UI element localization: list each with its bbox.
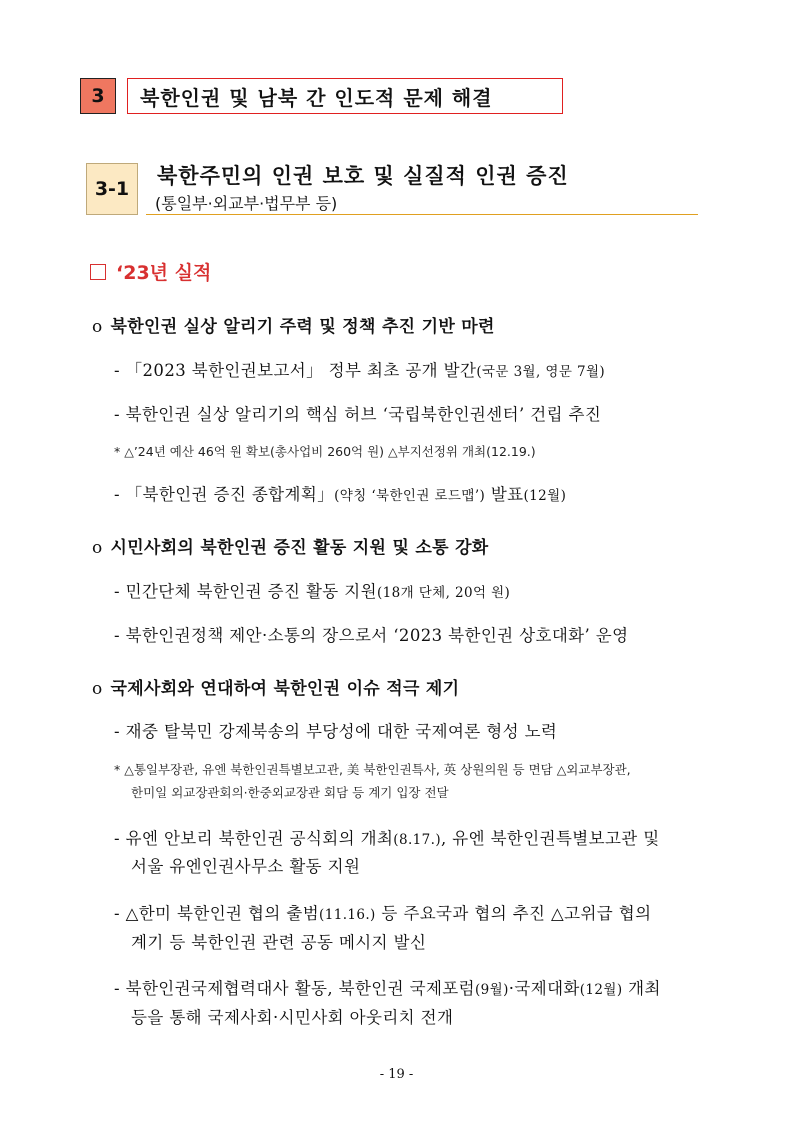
list-note-continued: 한미일 외교장관회의·한중외교장관 회담 등 계기 입장 전달 (131, 785, 449, 800)
list-note: * △통일부장관, 유엔 북한인권특별보고관, 美 북한인권특사, 英 상원의원 등 면담 △외교부장관, (114, 762, 631, 777)
list-item-continued: 서울 유엔인권사무소 활동 지원 (131, 857, 361, 876)
subsection-number: 3-1 (86, 163, 138, 215)
section-title: 북한인권 및 남북 간 인도적 문제 해결 (127, 78, 563, 114)
list-item-continued: 등을 통해 국제사회·시민사회 아웃리치 전개 (131, 1008, 454, 1027)
group-heading: o 시민사회의 북한인권 증진 활동 지원 및 소통 강화 (92, 538, 489, 558)
checkbox-square-icon (90, 264, 106, 280)
group-heading: o 국제사회와 연대하여 북한인권 이슈 적극 제기 (92, 679, 460, 699)
list-item: - 북한인권 실상 알리기의 핵심 허브 ‘국립북한인권센터’ 건립 추진 (114, 405, 602, 424)
subsection-title: 북한주민의 인권 보호 및 실질적 인권 증진 (157, 164, 569, 188)
performance-heading: ‘23년 실적 (90, 258, 211, 285)
list-item: - 「북한인권 증진 종합계획」(약칭 ‘북한인권 로드맵’) 발표(12월) (114, 485, 567, 504)
list-item: - 민간단체 북한인권 증진 활동 지원(18개 단체, 20억 원) (114, 582, 511, 601)
list-item-continued: 계기 등 북한인권 관련 공동 메시지 발신 (131, 933, 427, 952)
page-number: - 19 - (379, 1067, 414, 1082)
list-item: - 「2023 북한인권보고서」 정부 최초 공개 발간(국문 3월, 영문 7월) (114, 361, 606, 380)
list-item: - 북한인권정책 제안·소통의 장으로서 ‘2023 북한인권 상호대화’ 운영 (114, 626, 629, 645)
list-item: - 유엔 안보리 북한인권 공식회의 개최(8.17.), 유엔 북한인권특별보고관 및 (114, 829, 660, 848)
list-item: - △한미 북한인권 협의 출범(11.16.) 등 주요국과 협의 추진 △고위급 협의 (114, 904, 652, 923)
list-item: - 재중 탈북민 강제북송의 부당성에 대한 국제여론 형성 노력 (114, 722, 558, 741)
group-heading: o 북한인권 실상 알리기 주력 및 정책 추진 기반 마련 (92, 317, 495, 337)
subsection-underline (146, 214, 698, 215)
list-note: * △’24년 예산 46억 원 확보(총사업비 260억 원) △부지선정위 개최(12.19.) (114, 444, 536, 459)
section-number: 3 (80, 78, 116, 114)
list-item: - 북한인권국제협력대사 활동, 북한인권 국제포럼(9월)·국제대화(12월) 개최 (114, 979, 661, 998)
subsection-departments: (통일부·외교부·법무부 등) (155, 194, 338, 213)
